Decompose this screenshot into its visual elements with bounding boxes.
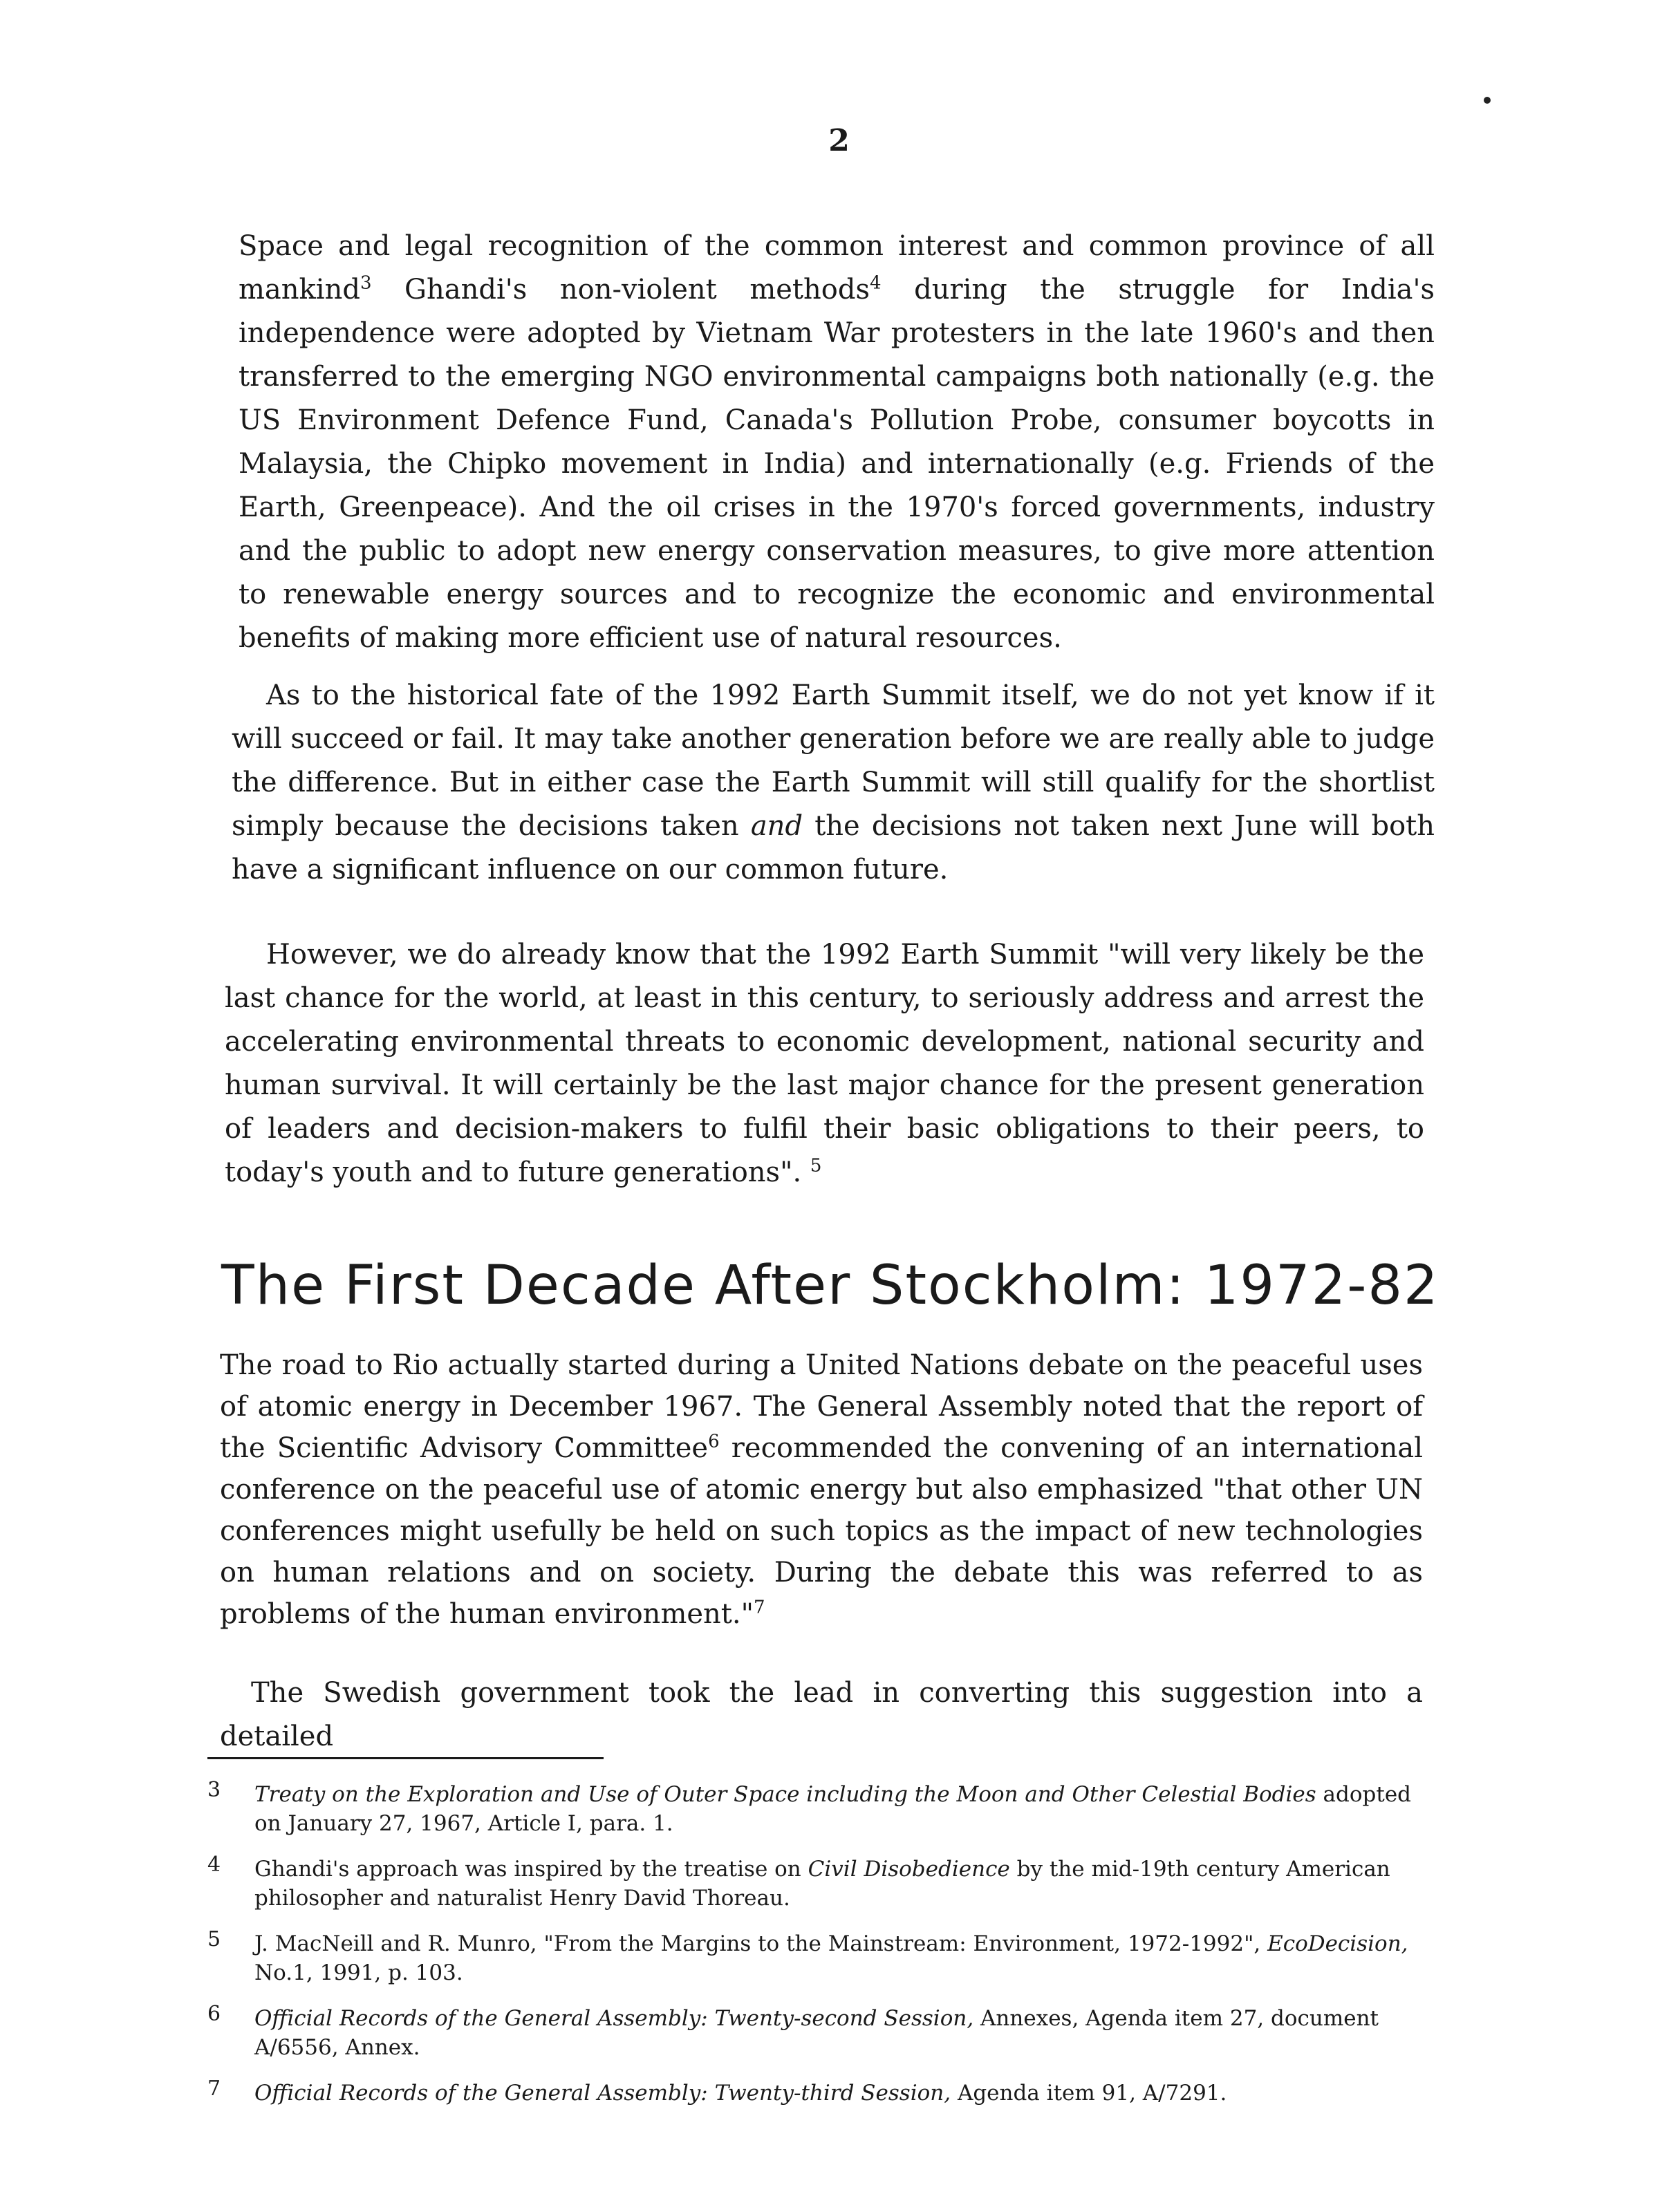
footnote-6 bbox=[207, 2004, 1424, 2062]
paragraph-2 bbox=[232, 674, 1435, 892]
page-number: 2 bbox=[828, 123, 850, 158]
footnote-text: No.1, 1991, p. 103. bbox=[254, 1960, 463, 1985]
footnote-mark: 6 bbox=[207, 2002, 221, 2026]
paragraph-2-text-a: As to the historical fate of the 1992 Earth Summit itself, we do not yet know if it will succeed or fail. It may take another generation before we are really able to judge the difference. But in either case the Earth Summit will still qualify for the shortlist simply because the decisions taken bbox=[232, 679, 1435, 842]
footnote-text: Annexes, Agenda item 27, document A/6556, Annex. bbox=[254, 2006, 1379, 2060]
footnote-title: Treaty on the Exploration and Use of Outer Space including the Moon and Other Celestial Bodies bbox=[254, 1782, 1316, 1807]
footnote-text-pre: Ghandi's approach was inspired by the treatise on bbox=[254, 1857, 808, 1882]
paragraph-3-text-a: However, we do already know that the 1992 Earth Summit "will very likely be the last chance for the world, at least in this century, to seriously address and arrest the accelerating environmental threats to economic development, national security and human survival. It will certainly be the last major chance for the present generation of leaders and decision-makers to fulfil their basic obligations to their peers, to today's youth and to future generations". bbox=[225, 939, 1424, 1188]
paragraph-1-text-a: Space and legal recognition of the common interest and common province of all mankind bbox=[239, 230, 1435, 306]
footnote-text: Agenda item 91, A/7291. bbox=[951, 2081, 1227, 2106]
footnote-title: Official Records of the General Assembly: Twenty-second Session, bbox=[254, 2006, 974, 2031]
footnote-title: Civil Disobedience bbox=[808, 1857, 1010, 1882]
footnote-text: by the mid-19th century American philosopher and naturalist Henry David Thoreau. bbox=[254, 1857, 1390, 1911]
footnote-ref-3: 3 bbox=[360, 272, 372, 294]
paragraph-4-text-a: The road to Rio actually started during a United Nations debate on the peaceful uses of atomic energy in December 1967. The General Assembly noted that the report of the Scientific Advisory Committee bbox=[220, 1349, 1423, 1464]
paragraph-1 bbox=[239, 225, 1435, 660]
paragraph-4-text-b: recommended the convening of an international conference on the peaceful use of atomic energy but also emphasized "that other UN conferences might usefully be held on such topics as the impact of new technologies on human relations and on society. During the debate this was referred to as problems of the human environment." bbox=[220, 1432, 1423, 1630]
footnote-divider bbox=[207, 1757, 604, 1759]
paragraph-5: The Swedish government took the lead in converting this suggestion into a detailed bbox=[220, 1677, 1423, 1752]
footnote-5 bbox=[207, 1929, 1424, 1987]
paragraph-1-text-c: during the struggle for India's independence were adopted by Vietnam War protesters in the late 1960's and then transferred to the emerging NGO environmental campaigns both nationally (e.g. the US Environment Defence Fund, Canada's Pollution Probe, consumer boycotts in Malaysia, the Chipko movement in India) and internationally (e.g. Friends of the Earth, Greenpeace). And the oil crises in the 1970's forced governments, industry and the public to adopt new energy conservation measures, to give more attention to renewable energy sources and to recognize the economic and environmental benefits of making more efficient use of natural resources. bbox=[239, 274, 1435, 654]
paragraph-2-text-b: the decisions not taken next June will both have a significant influence on our common future. bbox=[232, 810, 1435, 885]
section-heading: The First Decade After Stockholm: 1972-82 bbox=[221, 1255, 1439, 1317]
footnote-mark: 7 bbox=[207, 2077, 221, 2101]
paragraph-1-text-b: Ghandi's non-violent methods bbox=[371, 274, 870, 306]
footnote-mark: 4 bbox=[207, 1853, 221, 1877]
footnote-text: adopted on January 27, 1967, Article I, para. 1. bbox=[254, 1782, 1412, 1836]
footnote-4 bbox=[207, 1855, 1424, 1913]
footnote-ref-4: 4 bbox=[869, 272, 882, 294]
footnote-title: Official Records of the General Assembly: Twenty-third Session, bbox=[254, 2081, 951, 2106]
footnote-mark: 5 bbox=[207, 1927, 221, 1951]
paragraph-4 bbox=[220, 1344, 1423, 1635]
paragraph-3 bbox=[225, 933, 1424, 1194]
footnote-text-pre: J. MacNeill and R. Munro, "From the Margins to the Mainstream: Environment, 1972-1992", bbox=[254, 1931, 1268, 1956]
scan-speck bbox=[1484, 97, 1491, 104]
footnote-ref-6: 6 bbox=[708, 1431, 720, 1452]
footnote-3 bbox=[207, 1780, 1424, 1838]
footnote-mark: 3 bbox=[207, 1778, 221, 1802]
paragraph-2-emphasis: and bbox=[750, 810, 803, 842]
footnote-title: EcoDecision, bbox=[1267, 1931, 1408, 1956]
footnote-ref-7: 7 bbox=[754, 1597, 765, 1618]
footnote-ref-5: 5 bbox=[810, 1155, 822, 1177]
footnotes-list bbox=[207, 1780, 1424, 2124]
footnote-7 bbox=[207, 2079, 1424, 2108]
